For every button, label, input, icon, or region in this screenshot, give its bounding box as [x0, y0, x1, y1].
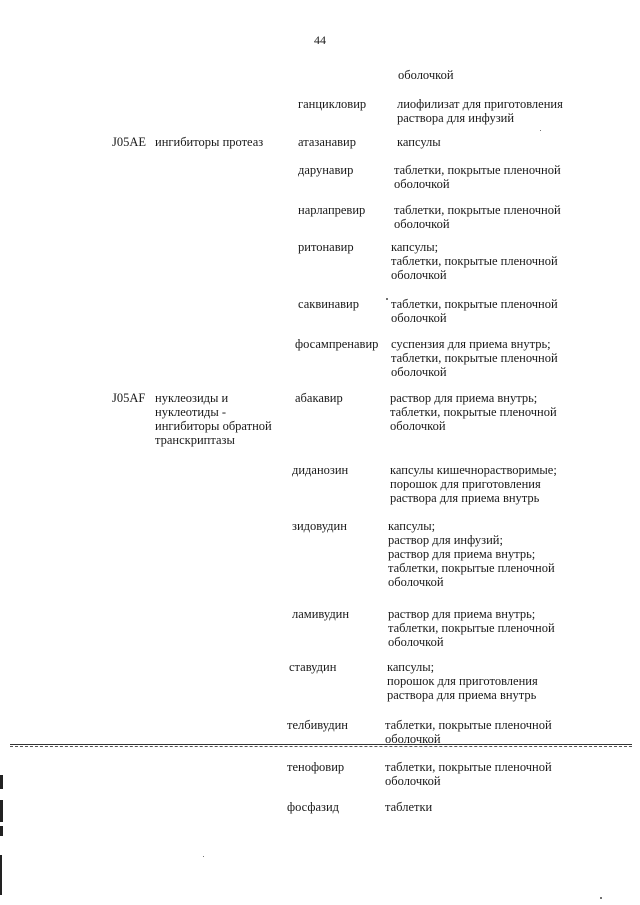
dosage-form-line: таблетки, покрытые пленочной	[388, 561, 555, 575]
dosage-form-line: капсулы	[397, 135, 441, 149]
dosage-form-line: капсулы;	[387, 660, 435, 674]
dosage-form-line: таблетки, покрытые пленочной	[394, 203, 561, 217]
dosage-form-line: раствор для приема внутрь;	[390, 391, 538, 405]
pharmacological-group-line: транскриптазы	[155, 433, 235, 447]
dosage-form-line: оболочкой	[391, 268, 447, 282]
dosage-form-line: капсулы;	[391, 240, 439, 254]
dosage-form-line: таблетки, покрытые пленочной	[385, 760, 552, 774]
dosage-form-line: таблетки, покрытые пленочной	[385, 718, 552, 732]
dosage-form-line: таблетки	[385, 800, 433, 814]
dosage-form-line: раствора для инфузий	[397, 111, 515, 125]
scan-speck	[600, 897, 602, 899]
scan-speck	[203, 856, 204, 857]
drug-name: зидовудин	[292, 519, 347, 533]
drug-name: диданозин	[292, 463, 349, 477]
dosage-form-line: оболочкой	[391, 311, 447, 325]
dosage-form-line: порошок для приготовления	[387, 674, 538, 688]
drug-name: ставудин	[289, 660, 337, 674]
drug-name: нарлапревир	[298, 203, 366, 217]
atc-code: J05AE	[112, 135, 147, 149]
edge-mark	[0, 800, 3, 822]
dosage-form-line: раствор для приема внутрь;	[388, 547, 536, 561]
scan-line	[10, 744, 632, 745]
dosage-form-line: оболочкой	[388, 575, 444, 589]
dosage-form-line: таблетки, покрытые пленочной	[391, 297, 558, 311]
dosage-form-line: суспензия для приема внутрь;	[391, 337, 551, 351]
scan-line-dashed	[10, 746, 632, 747]
drug-name: дарунавир	[298, 163, 354, 177]
scan-speck	[386, 298, 388, 300]
dosage-form-line: лиофилизат для приготовления	[397, 97, 563, 111]
page-number: 44	[314, 33, 326, 47]
atc-code: J05AF	[112, 391, 146, 405]
dosage-form-line: таблетки, покрытые пленочной	[394, 163, 561, 177]
dosage-form-line: оболочкой	[385, 774, 441, 788]
dosage-form-line: оболочкой	[385, 732, 441, 746]
edge-mark	[0, 775, 3, 789]
edge-mark	[0, 855, 2, 895]
dosage-form-line: оболочкой	[394, 217, 450, 231]
dosage-form-line: таблетки, покрытые пленочной	[391, 351, 558, 365]
dosage-form-line: таблетки, покрытые пленочной	[388, 621, 555, 635]
edge-mark	[0, 826, 3, 836]
dosage-form-line: раствор для приема внутрь;	[388, 607, 536, 621]
drug-name: ламивудин	[292, 607, 350, 621]
dosage-form-line: раствора для приема внутрь	[387, 688, 537, 702]
dosage-form-line: порошок для приготовления	[390, 477, 541, 491]
drug-name: телбивудин	[287, 718, 348, 732]
dosage-form-line: капсулы кишечнорастворимые;	[390, 463, 557, 477]
dosage-form-line: раствора для приема внутрь	[390, 491, 540, 505]
dosage-form-line: капсулы;	[388, 519, 436, 533]
dosage-form-line: таблетки, покрытые пленочной	[391, 254, 558, 268]
drug-name: ритонавир	[298, 240, 354, 254]
drug-name: саквинавир	[298, 297, 359, 311]
pharmacological-group-line: ингибиторы обратной	[155, 419, 272, 433]
drug-name: фосфазид	[287, 800, 339, 814]
dosage-form-line: оболочкой	[391, 365, 447, 379]
drug-name: атазанавир	[298, 135, 356, 149]
dosage-form-line: оболочкой	[398, 68, 454, 82]
dosage-form-line: раствор для инфузий;	[388, 533, 503, 547]
drug-name: фосампренавир	[295, 337, 379, 351]
dosage-form-line: оболочкой	[388, 635, 444, 649]
dosage-form-line: оболочкой	[394, 177, 450, 191]
pharmacological-group-line: нуклеозиды и	[155, 391, 229, 405]
dosage-form-line: оболочкой	[390, 419, 446, 433]
drug-name: абакавир	[295, 391, 343, 405]
scan-speck	[540, 130, 541, 131]
pharmacological-group-line: ингибиторы протеаз	[155, 135, 264, 149]
pharmacological-group-line: нуклеотиды -	[155, 405, 227, 419]
drug-name: ганцикловир	[298, 97, 367, 111]
dosage-form-line: таблетки, покрытые пленочной	[390, 405, 557, 419]
drug-name: тенофовир	[287, 760, 345, 774]
